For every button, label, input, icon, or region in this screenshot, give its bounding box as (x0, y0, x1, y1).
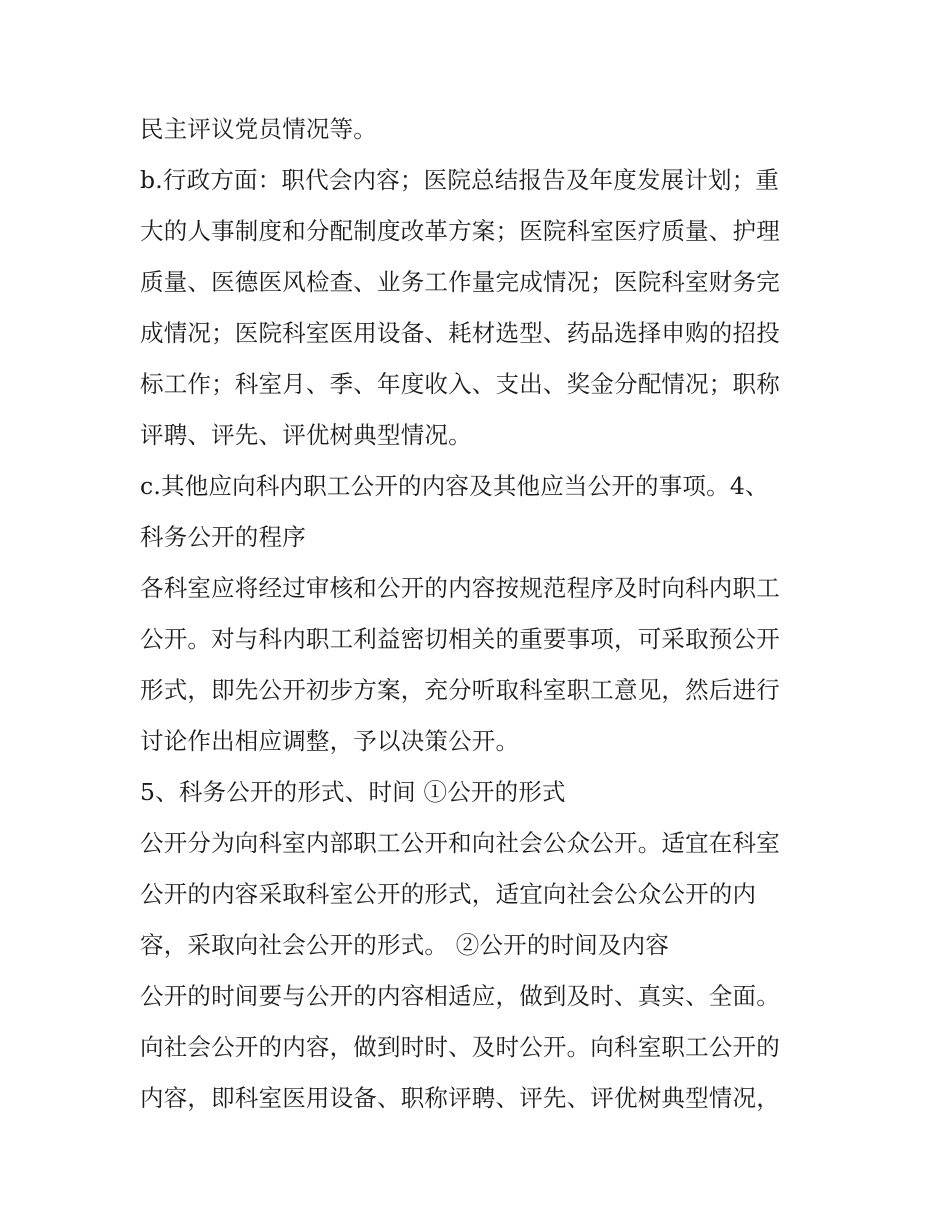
text-line: 公开。对与科内职工利益密切相关的重要事项，可采取预公开 (140, 625, 780, 653)
text-line: 评聘、评先、评优树典型情况。 (140, 421, 472, 449)
text-line: 向社会公开的内容，做到时时、及时公开。向科室职工公开的 (140, 1033, 780, 1061)
text-line: 内容，即科室医用设备、职称评聘、评先、评优树典型情况， (140, 1084, 780, 1112)
text-line: 公开分为向科室内部职工公开和向社会公众公开。适宜在科室 (140, 829, 780, 857)
text-line: 成情况；医院科室医用设备、耗材选型、药品选择申购的招投 (140, 319, 780, 347)
text-line: b.行政方面：职代会内容；医院总结报告及年度发展计划；重 (140, 166, 780, 194)
text-line: 质量、医德医风检查、业务工作量完成情况；医院科室财务完 (140, 268, 780, 296)
text-line: 公开的时间要与公开的内容相适应，做到及时、真实、全面。 (140, 982, 780, 1010)
text-line: 5、科务公开的形式、时间 ①公开的形式 (140, 778, 566, 806)
text-line: 讨论作出相应调整，予以决策公开。 (140, 727, 520, 755)
text-line: 容，采取向社会公开的形式。 ②公开的时间及内容 (140, 931, 670, 959)
text-line: 标工作；科室月、季、年度收入、支出、奖金分配情况；职称 (140, 370, 780, 398)
text-line: 民主评议党员情况等。 (140, 115, 377, 143)
text-line: 形式，即先公开初步方案，充分听取科室职工意见，然后进行 (140, 676, 780, 704)
text-line: 科务公开的程序 (140, 523, 306, 551)
text-line: c.其他应向科内职工公开的内容及其他应当公开的事项。4、 (140, 472, 769, 500)
text-line: 公开的内容采取科室公开的形式，适宜向社会公众公开的内 (140, 880, 757, 908)
text-line: 各科室应将经过审核和公开的内容按规范程序及时向科内职工 (140, 574, 780, 602)
text-line: 大的人事制度和分配制度改革方案；医院科室医疗质量、护理 (140, 217, 780, 245)
